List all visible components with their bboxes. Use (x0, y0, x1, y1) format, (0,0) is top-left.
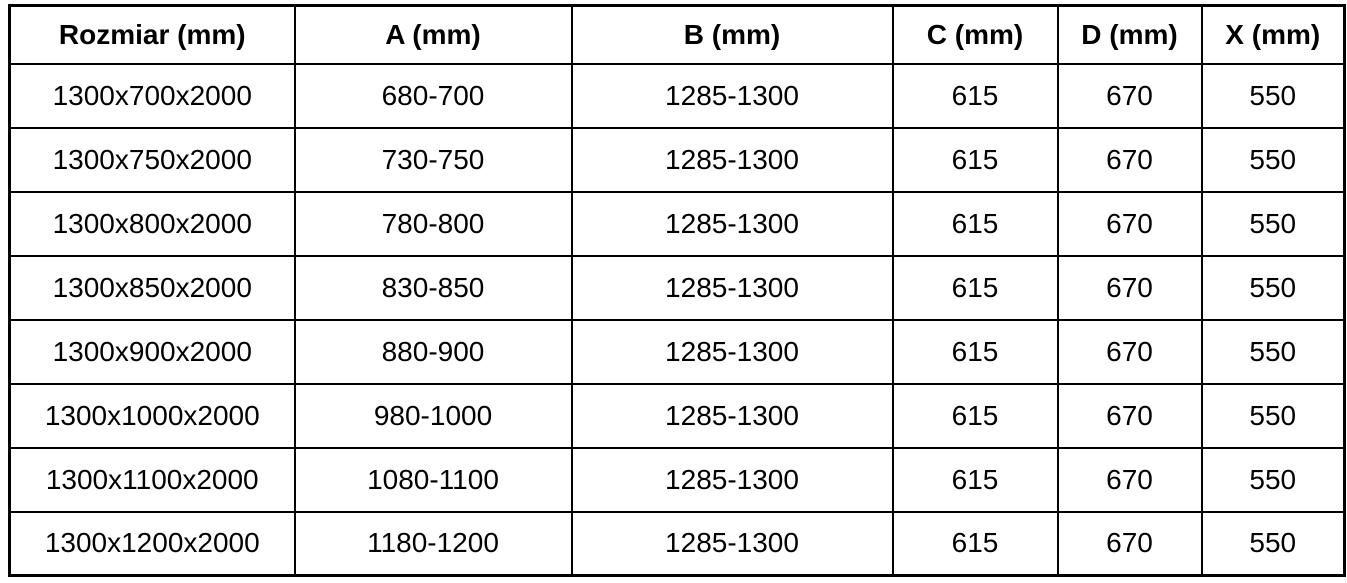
table-row (10, 256, 1345, 320)
table-cell: 550 (1202, 384, 1345, 448)
table-cell: 1300x900x2000 (10, 320, 295, 384)
table-row (10, 320, 1345, 384)
table-cell: 1285-1300 (572, 64, 893, 128)
column-header-x: X (mm) (1202, 6, 1345, 64)
table-cell: 670 (1058, 512, 1202, 576)
table-cell: 1180-1200 (295, 512, 572, 576)
table-cell: 1285-1300 (572, 384, 893, 448)
column-header-b: B (mm) (572, 6, 893, 64)
table-cell: 615 (893, 192, 1058, 256)
table-cell: 980-1000 (295, 384, 572, 448)
table-row (10, 192, 1345, 256)
table-cell: 830-850 (295, 256, 572, 320)
table-cell: 615 (893, 128, 1058, 192)
column-header-a: A (mm) (295, 6, 572, 64)
table-row (10, 128, 1345, 192)
column-header-rozmiar: Rozmiar (mm) (10, 6, 295, 64)
table-cell: 730-750 (295, 128, 572, 192)
table-cell: 1300x1000x2000 (10, 384, 295, 448)
table-cell: 1300x700x2000 (10, 64, 295, 128)
table-cell: 615 (893, 512, 1058, 576)
table-cell: 615 (893, 320, 1058, 384)
table-cell: 670 (1058, 320, 1202, 384)
table-cell: 880-900 (295, 320, 572, 384)
table-cell: 615 (893, 384, 1058, 448)
table-cell: 1285-1300 (572, 128, 893, 192)
table-cell: 615 (893, 64, 1058, 128)
column-header-d: D (mm) (1058, 6, 1202, 64)
table-cell: 550 (1202, 320, 1345, 384)
table-cell: 1285-1300 (572, 192, 893, 256)
size-spec-table-container (8, 4, 1346, 577)
table-cell: 550 (1202, 192, 1345, 256)
table-row (10, 512, 1345, 576)
table-row (10, 448, 1345, 512)
table-cell: 615 (893, 448, 1058, 512)
table-cell: 550 (1202, 448, 1345, 512)
table-cell: 550 (1202, 128, 1345, 192)
table-cell: 1285-1300 (572, 448, 893, 512)
table-row (10, 64, 1345, 128)
table-cell: 550 (1202, 256, 1345, 320)
table-cell: 780-800 (295, 192, 572, 256)
table-cell: 1300x750x2000 (10, 128, 295, 192)
size-spec-table (8, 4, 1346, 577)
column-header-c: C (mm) (893, 6, 1058, 64)
table-cell: 1285-1300 (572, 512, 893, 576)
table-cell: 670 (1058, 128, 1202, 192)
table-cell: 1080-1100 (295, 448, 572, 512)
header-row (10, 6, 1345, 64)
table-cell: 615 (893, 256, 1058, 320)
table-cell: 670 (1058, 256, 1202, 320)
table-cell: 670 (1058, 448, 1202, 512)
table-cell: 550 (1202, 512, 1345, 576)
table-cell: 1300x800x2000 (10, 192, 295, 256)
table-cell: 670 (1058, 64, 1202, 128)
table-cell: 680-700 (295, 64, 572, 128)
table-cell: 1300x850x2000 (10, 256, 295, 320)
table-cell: 670 (1058, 384, 1202, 448)
table-cell: 1285-1300 (572, 256, 893, 320)
table-row (10, 384, 1345, 448)
table-cell: 1300x1200x2000 (10, 512, 295, 576)
table-cell: 1300x1100x2000 (10, 448, 295, 512)
table-cell: 550 (1202, 64, 1345, 128)
table-cell: 1285-1300 (572, 320, 893, 384)
table-cell: 670 (1058, 192, 1202, 256)
